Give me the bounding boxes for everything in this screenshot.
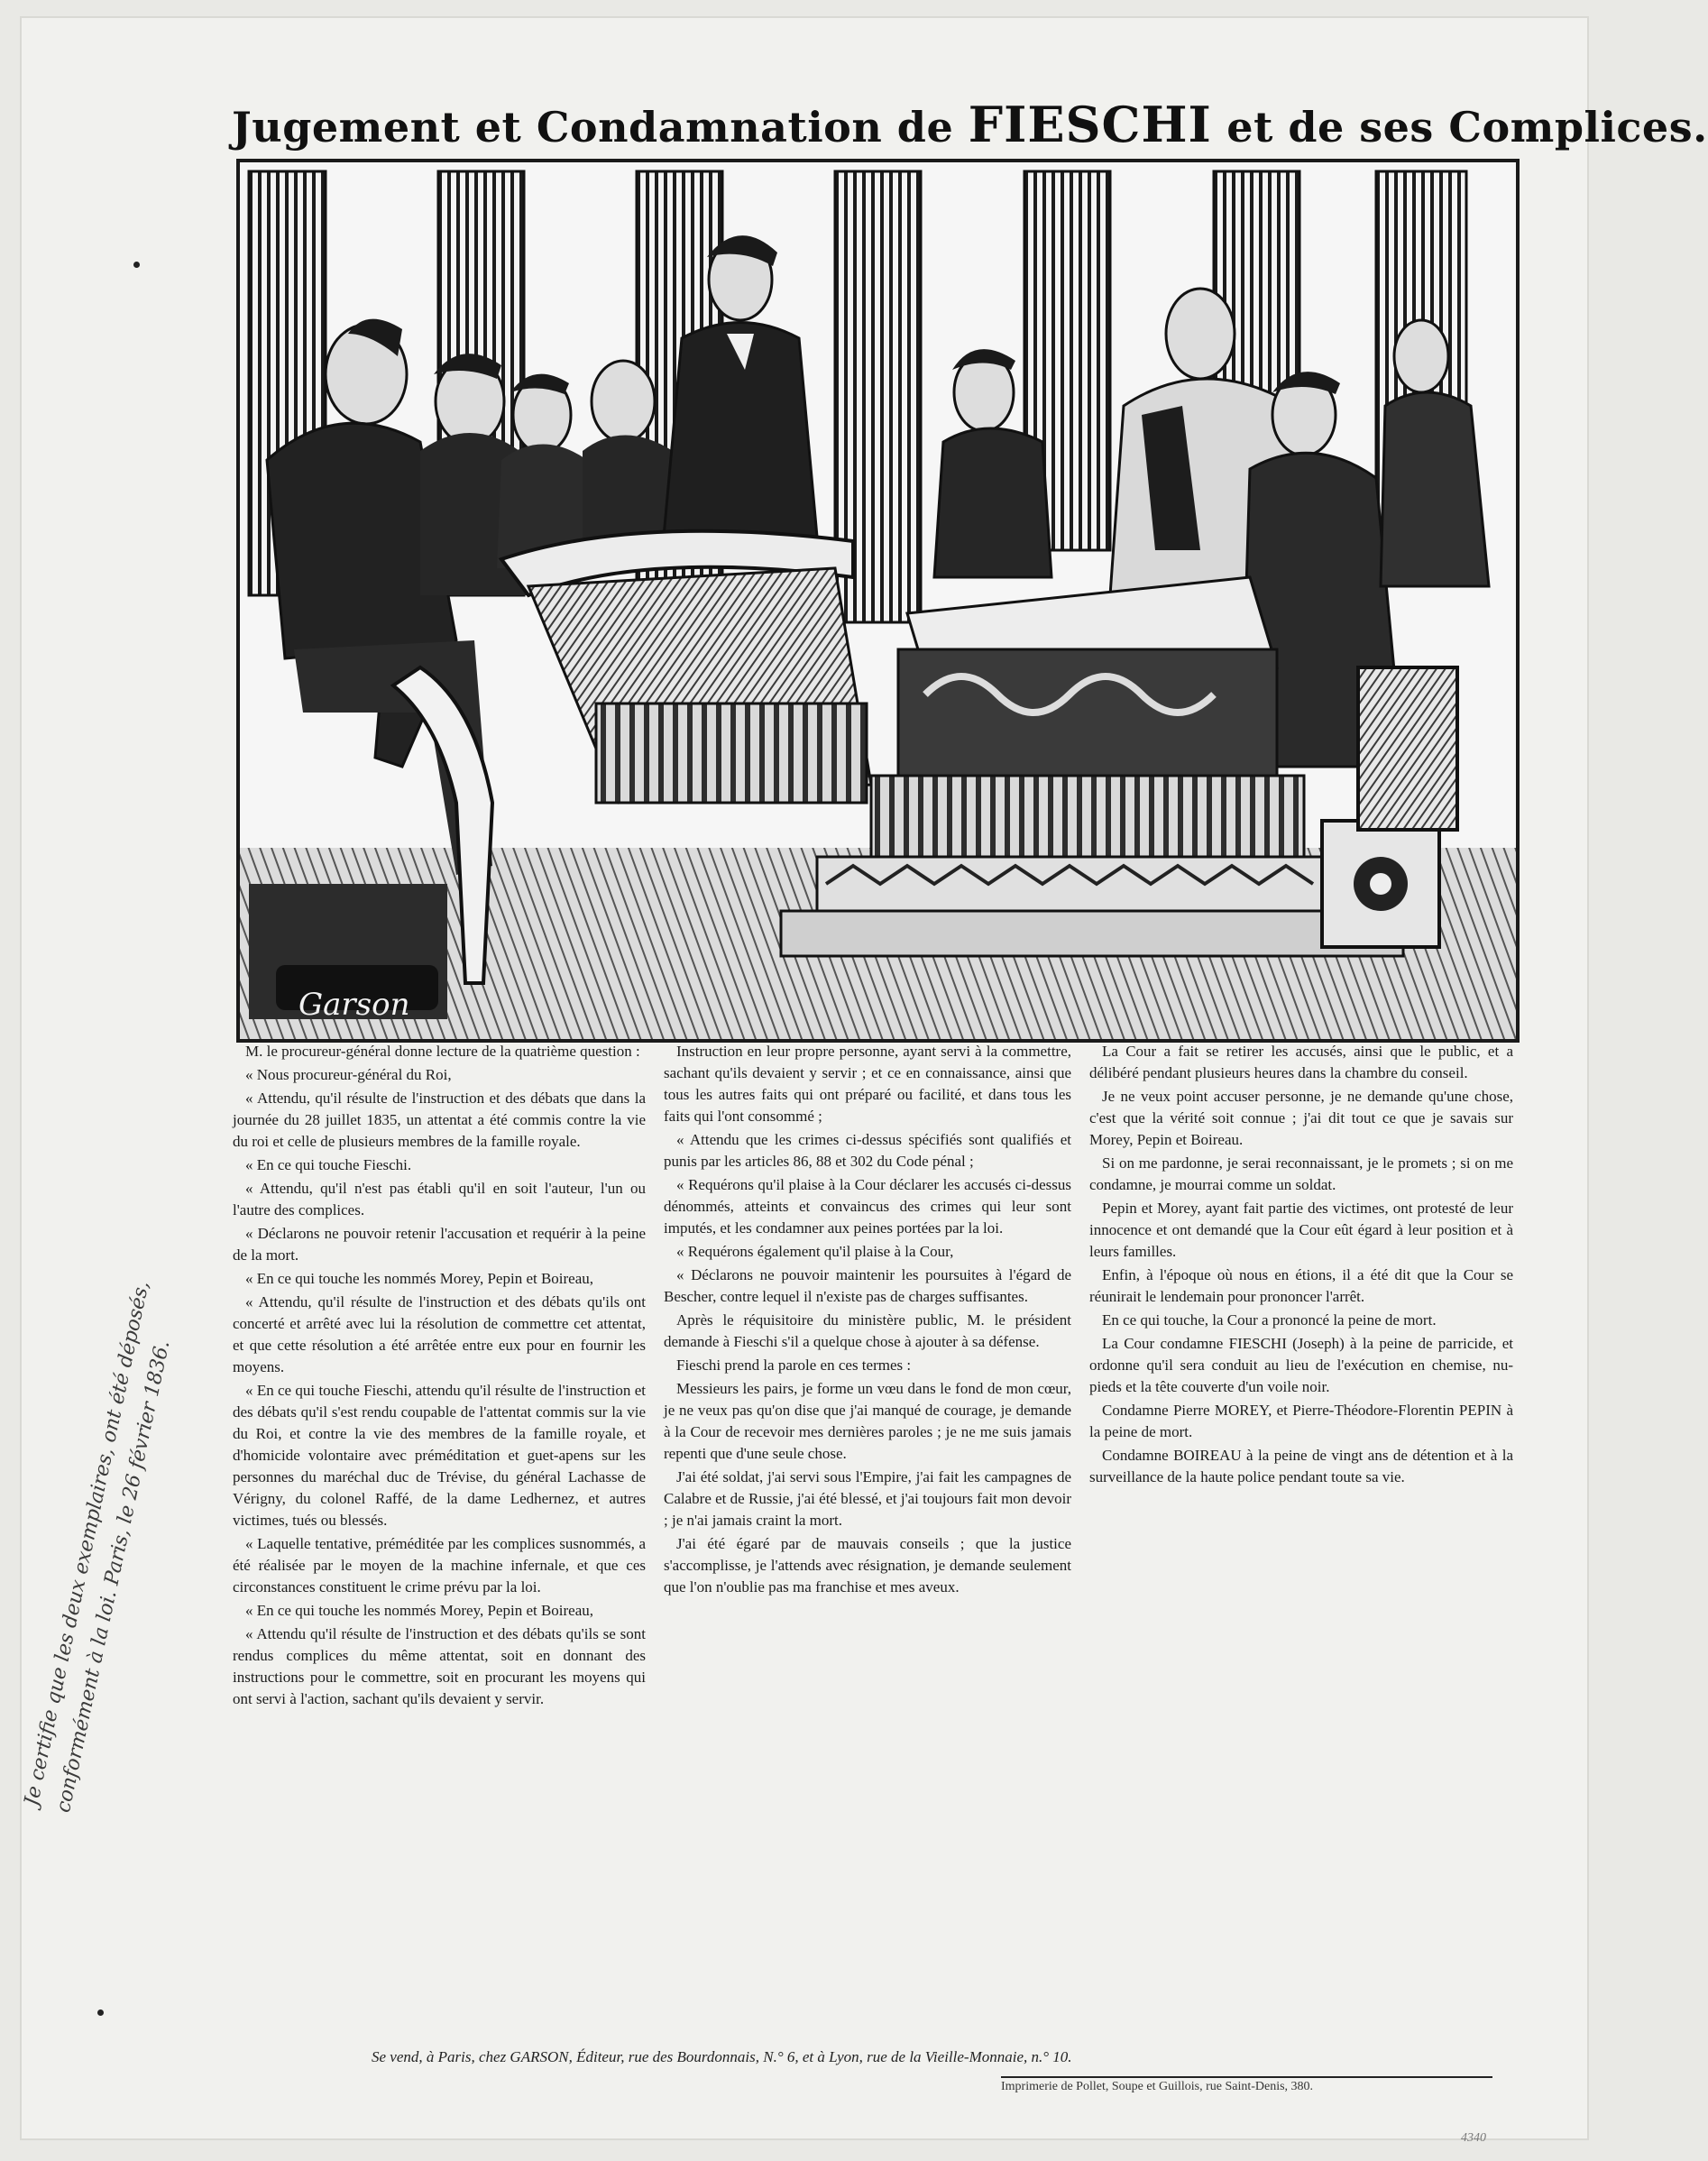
paragraph: Messieurs les pairs, je forme un vœu dans le fond de mon cœur, je ne veux pas qu'on dise que j'ai manqué de courage, je demande à la Cour de recevoir mes dernières paroles ; je ne me suis jamais repenti que d'une seule chose. [664,1380,1071,1462]
title-part-2: et de ses Complices. [1226,103,1708,152]
paragraph: Fieschi prend la parole en ces termes : [676,1356,912,1374]
paragraph: Condamne Pierre MOREY, et Pierre-Théodore-Florentin PEPIN à la peine de mort. [1089,1402,1513,1440]
paragraph: « Requérons également qu'il plaise à la Cour, [676,1243,954,1260]
paragraph: M. le procureur-général donne lecture de la quatrième question : [245,1043,640,1060]
paragraph: « Attendu, qu'il résulte de l'instruction et des débats que dans la journée du 28 juillet 1835, un attentat a été commis contre la vie du roi et celle de plusieurs membres de la famille royale. [233,1090,646,1150]
text-column-3 [1089,1041,1513,2060]
title-part-1: Jugement et Condamnation de [232,103,954,152]
paragraph: « Requérons qu'il plaise à la Cour déclarer les accusés ci-dessus dénommés, atteints et convaincus des crimes qui leur sont imputés, et les condamner aux peines portées par la loi. [664,1176,1071,1237]
paragraph: « Laquelle tentative, préméditée par les complices susnommés, a été réalisée par le moyen de la machine infernale, et que ces circonstances constituent le crime prévu par la loi. [233,1535,646,1595]
paragraph: « Attendu qu'il résulte de l'instruction et des débats qu'ils se sont rendus complices du même attentat, soit en donnant des instructions pour le commettre, soit en procurant les moyens qui ont servi à l'action, sachant qu'ils devaient y servir. [233,1625,646,1707]
paragraph: J'ai été soldat, j'ai servi sous l'Empire, j'ai fait les campagnes de Calabre et de Russie, j'ai été blessé, et j'ai toujours fait mon devoir ; je n'ai jamais craint la mort. [664,1468,1071,1529]
imprint-line: Se vend, à Paris, chez GARSON, Éditeur, rue des Bourdonnais, N.° 6, et à Lyon, rue de la Vieille-Monnaie, n.° 10. [372,2048,1072,2065]
archive-stamp: 4340 [1461,2131,1486,2145]
paragraph: « Déclarons ne pouvoir maintenir les poursuites à l'égard de Bescher, contre lequel il n'existe pas de charges suffisantes. [664,1266,1071,1305]
paragraph: « En ce qui touche les nommés Morey, Pepin et Boireau, [245,1270,594,1287]
paragraph: La Cour condamne FIESCHI (Joseph) à la peine de parricide, et ordonne qu'il sera conduit au lieu de l'exécution en chemise, nu-pieds et la tête couverte d'un voile noir. [1089,1335,1513,1395]
text-column-1 [233,1041,646,2060]
paragraph: La Cour a fait se retirer les accusés, ainsi que le public, et a délibéré pendant plusieurs heures dans la chambre du conseil. [1089,1043,1513,1081]
title-name: FIESCHI [968,96,1212,153]
paragraph: « En ce qui touche Fieschi. [245,1156,412,1173]
broadsheet [20,16,1708,2145]
ink-dot [133,262,140,268]
paragraph: « Nous procureur-général du Roi, [245,1066,452,1083]
paragraph: Condamne BOIREAU à la peine de vingt ans de détention et à la surveillance de la haute police pendant toute sa vie. [1089,1447,1513,1485]
paragraph: Instruction en leur propre personne, ayant servi à la commettre, sachant qu'ils devaient y servir ; et ce en connaissance, ainsi que tous les autres faits qui ont préparé ou facilité, et dans tous les faits qui l'ont consommé ; [664,1043,1071,1125]
paragraph: Je ne veux point accuser personne, je ne demande qu'une chose, c'est que la vérité soit connue ; j'ai dit tout ce que je savais sur Morey, Pepin et Boireau. [1089,1088,1513,1148]
paragraph: J'ai été égaré par de mauvais conseils ; que la justice s'accomplisse, je l'attends avec résignation, je demande seulement que l'on n'oublie pas ma franchise et mes aveux. [664,1535,1071,1595]
text-column-2 [664,1041,1071,2060]
paragraph: Si on me pardonne, je serai reconnaissant, je le promets ; si on me condamne, je mourrai comme un soldat. [1089,1154,1513,1193]
paragraph: « Déclarons ne pouvoir retenir l'accusation et requérir à la peine de la mort. [233,1225,646,1264]
printer-note: Imprimerie de Pollet, Soupe et Guillois, rue Saint-Denis, 380. [1001,2076,1492,2094]
handwritten-note [20,1144,227,1847]
paragraph: « En ce qui touche les nommés Morey, Pepin et Boireau, [245,1602,594,1619]
paragraph: « Attendu que les crimes ci-dessus spécifiés sont qualifiés et punis par les articles 86, 88 et 302 du Code pénal ; [664,1131,1071,1170]
paragraph: « Attendu, qu'il résulte de l'instruction et des débats qu'ils ont concerté et arrêté avec lui la résolution de commettre cet attentat, et que cette résolution a été arrêtée entre eux pour en fournir les moyens. [233,1293,646,1375]
page-title [232,96,1708,153]
engraving-illustration [236,159,1520,1043]
paragraph: « En ce qui touche Fieschi, attendu qu'il résulte de l'instruction et des débats qu'il s'est rendu coupable de l'attentat commis sur la vie du Roi, et contre la vie des membres de la famille royale, et d'homicide volontaire avec préméditation et guet-apens sur les personnes du maréchal duc de Trévise, du général Lachasse de Vérigny, du colonel Raffé, de la dame Ledhernez, et autres victimes, tués ou blessés. [233,1382,646,1529]
paragraph: « Attendu, qu'il n'est pas établi qu'il en soit l'auteur, l'un ou l'autre des complices. [233,1180,646,1218]
paragraph: Après le réquisitoire du ministère public, M. le président demande à Fieschi s'il a quelque chose à ajouter à sa défense. [664,1311,1071,1350]
engraver-signature: Garson [298,987,410,1023]
handwritten-text: Je certifie que les deux exemplaires, ont été déposés, conformément à la loi. Paris, le 26 février 1836. [20,1279,175,1815]
paragraph: Pepin et Morey, ayant fait partie des victimes, ont protesté de leur innocence et ont demandé que la Cour eût égard à leur position et à leurs familles. [1089,1200,1513,1260]
ink-dot [97,2009,104,2016]
paragraph: En ce qui touche, la Cour a prononcé la peine de mort. [1102,1311,1437,1329]
paragraph: Enfin, à l'époque où nous en étions, il a été dit que la Cour se réunirait le lendemain pour prononcer l'arrêt. [1089,1266,1513,1305]
